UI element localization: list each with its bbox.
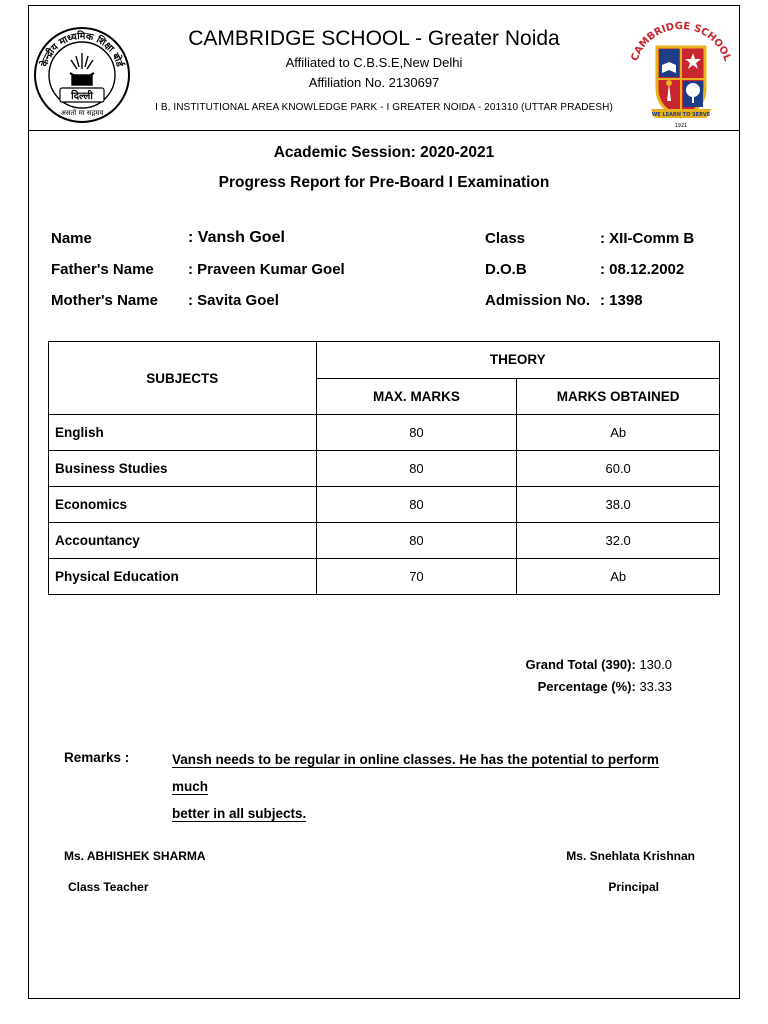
class-label: Class <box>485 230 526 247</box>
cbse-seal-logo <box>32 25 132 125</box>
subjects-header: SUBJECTS <box>49 342 317 415</box>
tree-icon <box>686 83 700 97</box>
academic-session-title: Academic Session: 2020-2021 <box>273 144 495 161</box>
dob-value: : 08.12.2002 <box>600 261 685 278</box>
max-marks-header: MAX. MARKS <box>316 378 517 415</box>
max-marks-cell: 80 <box>316 415 517 451</box>
school-address: I B, INSTITUTIONAL AREA KNOWLEDGE PARK - I GREATER NOIDA - 201310 (UTTAR PRADESH) <box>155 102 613 113</box>
principal-name: Ms. Snehlata Krishnan <box>566 849 695 863</box>
admission-no-value: : 1398 <box>600 292 643 309</box>
seal-arc-text: केन्द्रीय माध्यमिक शिक्षा बोर्ड <box>39 30 125 69</box>
table-row <box>49 559 720 595</box>
name-label: Name <box>51 230 92 247</box>
marks-obtained-cell: 38.0 <box>517 487 720 523</box>
marks-obtained-cell: 32.0 <box>517 523 720 559</box>
remarks-line-2: better in all subjects. <box>172 806 307 821</box>
subject-cell: English <box>49 415 317 451</box>
mother-name-label: Mother's Name <box>51 292 158 309</box>
max-marks-cell: 70 <box>316 559 517 595</box>
max-marks-cell: 80 <box>316 487 517 523</box>
dob-label: D.O.B <box>485 261 527 278</box>
subject-cell: Accountancy <box>49 523 317 559</box>
grand-total <box>526 657 672 672</box>
father-name-label: Father's Name <box>51 261 154 278</box>
grand-total-value: 130.0 <box>639 657 672 672</box>
table-row <box>49 523 720 559</box>
marks-obtained-cell: Ab <box>517 559 720 595</box>
table-row <box>49 415 720 451</box>
table-row <box>49 451 720 487</box>
marks-table <box>48 341 720 595</box>
seal-city-text: दिल्ली <box>71 91 93 102</box>
report-title: Progress Report for Pre-Board I Examination <box>218 174 550 191</box>
seal-motto-text: असतो मा सद्गमय <box>60 109 104 117</box>
crest-banner-text: WE LEARN TO SERVE <box>651 112 711 118</box>
remarks-text <box>172 746 692 827</box>
admission-no-label: Admission No. <box>485 292 591 309</box>
grand-total-label: Grand Total (390): <box>525 657 636 672</box>
percentage-value: 33.33 <box>639 679 672 694</box>
marks-obtained-cell: 60.0 <box>517 451 720 487</box>
table-row <box>49 487 720 523</box>
lamp-icon <box>70 53 94 85</box>
class-value: : XII-Comm B <box>600 230 695 247</box>
percentage-label: Percentage (%): <box>537 679 636 694</box>
class-teacher-name: Ms. ABHISHEK SHARMA <box>64 849 206 863</box>
remarks-line-1: Vansh needs to be regular in online classes. He has the potential to perform much <box>172 752 659 794</box>
name-value: : Vansh Goel <box>188 229 285 246</box>
class-teacher-role: Class Teacher <box>68 880 149 894</box>
subject-cell: Business Studies <box>49 451 317 487</box>
school-name: CAMBRIDGE SCHOOL - Greater Noida <box>188 27 560 50</box>
principal-role: Principal <box>608 880 659 894</box>
marks-obtained-cell: Ab <box>517 415 720 451</box>
marks-obtained-header: MARKS OBTAINED <box>517 378 720 415</box>
theory-header: THEORY <box>316 342 719 379</box>
affiliation-board: Affiliated to C.B.S.E,New Delhi <box>285 55 463 70</box>
header-divider <box>28 130 740 131</box>
remarks-label: Remarks : <box>64 750 130 765</box>
max-marks-cell: 80 <box>316 523 517 559</box>
subject-cell: Physical Education <box>49 559 317 595</box>
affiliation-number: Affiliation No. 2130697 <box>308 75 440 90</box>
subject-cell: Economics <box>49 487 317 523</box>
max-marks-cell: 80 <box>316 451 517 487</box>
crest-arc-text: CAMBRIDGE SCHOOL <box>629 20 733 63</box>
crest-year-text: 1921 <box>674 123 688 129</box>
mother-name-value: : Savita Goel <box>188 292 279 309</box>
father-name-value: : Praveen Kumar Goel <box>188 261 345 278</box>
percentage <box>538 679 672 694</box>
